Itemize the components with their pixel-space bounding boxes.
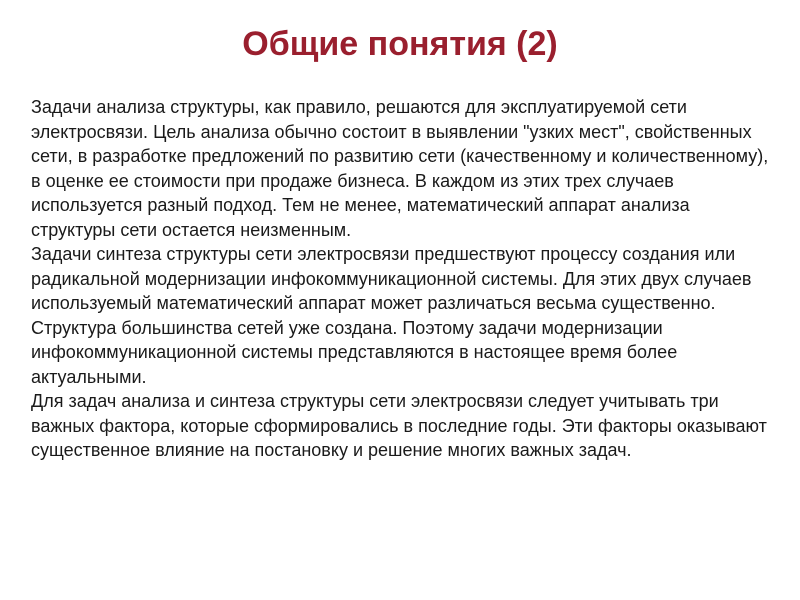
- paragraph-analysis: Задачи анализа структуры, как правило, решаются для эксплуатируемой сети электросвязи. Цель анализа обычно состоит в выявлении "узких мест", свойственных сети, в разработке предложений по развитию сети (качественному и количественному), в оценке ее стоимости при продаже бизнеса. В каждом из этих трех случаев используется разный подход. Тем не менее, математический аппарат анализа структуры сети остается неизменным.: [31, 97, 769, 240]
- slide-body: [31, 95, 771, 463]
- paragraph-factors: Для задач анализа и синтеза структуры сети электросвязи следует учитывать три важных фактора, которые сформировались в последние годы. Эти факторы оказывают существенное влияние на постановку и решение многих важных задач.: [31, 391, 767, 460]
- slide-title: Общие понятия (2): [242, 25, 558, 63]
- paragraph-synthesis: Задачи синтеза структуры сети электросвязи предшествуют процессу создания или радикальной модернизации инфокоммуникационной системы. Для этих двух случаев используемый математический аппарат может различаться весьма существенно. Структура большинства сетей уже создана. Поэтому задачи модернизации инфокоммуникационной системы представляются в настоящее время более актуальными.: [31, 244, 752, 387]
